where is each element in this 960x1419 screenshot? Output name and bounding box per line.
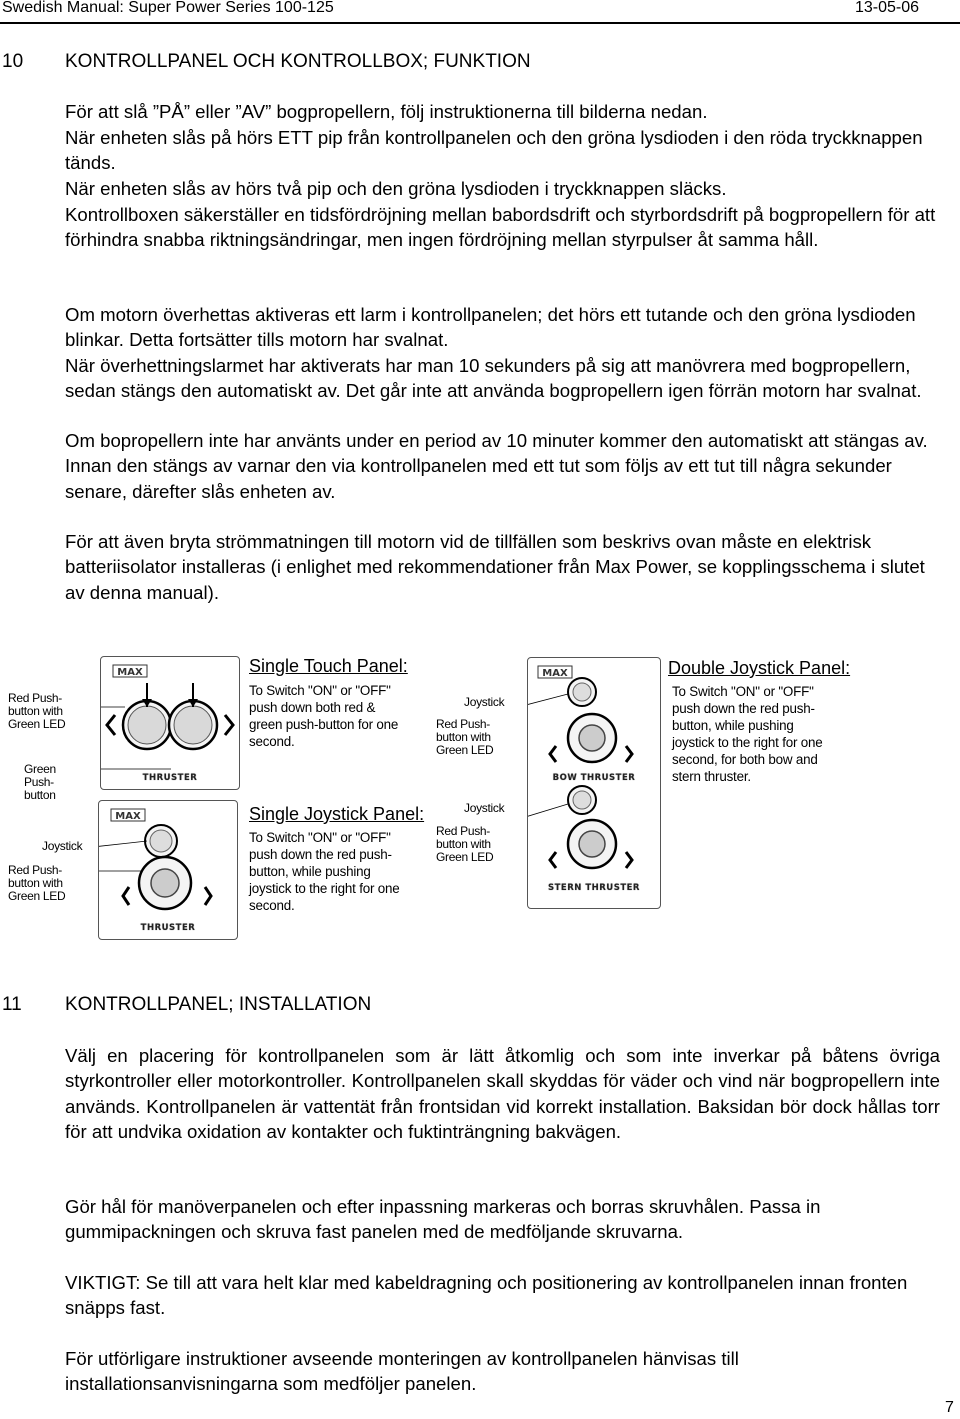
paragraph: VIKTIGT: Se till att vara helt klar med kabeldragning och positionering av kontrollpanelen innan fronten snäpps fast. (65, 1272, 908, 1319)
chevron-left-icon (107, 715, 115, 735)
chevron-right-icon (205, 887, 211, 905)
label-red-push-button: Red Push-button with Green LED (8, 691, 66, 731)
panel-label-stern: STERN THRUSTER (548, 883, 640, 893)
single-touch-panel (100, 656, 240, 790)
paragraph: Om bopropellern inte har använts under en period av 10 minuter kommer den automatiskt att stängas av. Innan den stängs av varnar den via kontrollpanelen med ett tut som följs av ett tut till några sekunder senare, därefter slås enheten av. (65, 430, 928, 502)
double-joystick-title: Double Joystick Panel: (668, 658, 851, 678)
single-joystick-title: Single Joystick Panel: (249, 804, 425, 824)
max-logo (538, 666, 572, 679)
svg-text:MAX: MAX (115, 811, 141, 822)
panel-label: THRUSTER (142, 773, 198, 783)
svg-text:MAX: MAX (542, 668, 568, 679)
max-logo-text: MAX (117, 667, 143, 678)
single-touch-panel-graphic (101, 657, 239, 789)
paragraph: Kontrollboxen säkerställer en tidsfördröjning mellan babordsdrift och styrbordsdrift på bogpropellern för att förhindra snabba riktningsändringar, men ingen fördröjning mellan styrpulser åt samma håll. (65, 204, 936, 251)
section-title: KONTROLLPANEL OCH KONTROLLBOX; FUNKTION (65, 51, 531, 72)
paragraph: För att slå ”PÅ” eller ”AV” bogpropellern, följ instruktionerna till bilderna nedan. (65, 101, 708, 122)
panel-label-bow: BOW THRUSTER (552, 773, 636, 783)
page-number: 7 (945, 1399, 954, 1416)
chevron-left-icon (550, 746, 556, 762)
paragraph: För utförligare instruktioner avseende monteringen av kontrollpanelen hänvisas till installationsanvisningarna som medföljer panelen. (65, 1348, 739, 1395)
max-logo (113, 665, 147, 678)
header-rule (0, 22, 960, 24)
paragraph: När överhettningslarmet har aktiverats har man 10 sekunders på sig att manövrera med bogpropellern, sedan stängs den automatiskt av. Det går inte att använda bogpropellern igen förrän motorn har svalnat. (65, 355, 922, 402)
chevron-right-icon (225, 715, 233, 735)
single-joystick-panel-graphic (99, 801, 237, 939)
label-red-push-button: Red Push-button with Green LED (8, 863, 66, 903)
paragraph: För att även bryta strömmatningen till motorn vid de tillfällen som beskrivs ovan måste en elektrisk batteriisolator installeras (i enlighet med rekommendationer från Max Power, se kopplingsschema i slutet av denna manual). (65, 531, 925, 603)
max-logo (111, 809, 145, 822)
paragraph: När enheten slås på hörs ETT pip från kontrollpanelen och den gröna lysdioden i den röda tryckknappen tänds. (65, 127, 923, 174)
paragraph: Gör hål för manöverpanelen och efter inpassning markeras och borras skruvhålen. Passa in gummipackningen och skruva fast panelen med de medföljande skruvarna. (65, 1196, 821, 1243)
chevron-right-icon (626, 852, 632, 868)
chevron-right-icon (626, 746, 632, 762)
section-number: 11 (2, 994, 22, 1015)
paragraph: Välj en placering för kontrollpanelen som är lätt åtkomlig och som inte inverkar på båtens övriga styrkontroller eller motorkontroller. Kontrollpanelen skall skyddas för väder och vind när bogpropellern inte används. Kontrollpanelen är vattentät från frontsidan vid korrekt installation. Baksidan bör dock hållas torr för att undvika oxidation av kontakter och fuktinträngning bakvägen. (65, 1045, 940, 1142)
label-joystick: Joystick (464, 801, 505, 815)
panel-label: THRUSTER (140, 923, 196, 933)
single-touch-description: To Switch "ON" or "OFF" push down both red & green push-button for one second. (249, 683, 399, 749)
double-joystick-description: To Switch "ON" or "OFF" push down the red push-button, while pushing joystick to the right for one second, for both bow and stern thruster. (672, 684, 823, 784)
label-red-push-button: Red Push-button with Green LED (436, 717, 494, 757)
paragraph: Om motorn överhettas aktiveras ett larm i kontrollpanelen; det hörs ett tutande och den gröna lysdioden blinkar. Detta fortsätter tills motorn har svalnat. (65, 304, 916, 351)
label-green-push-button: Green Push-button (24, 762, 56, 802)
chevron-left-icon (550, 852, 556, 868)
label-red-push-button: Red Push-button with Green LED (436, 824, 494, 864)
running-header-title: Swedish Manual: Super Power Series 100-125 (2, 0, 334, 16)
section-number: 10 (2, 51, 24, 72)
double-joystick-panel (527, 657, 661, 909)
single-joystick-description: To Switch "ON" or "OFF" push down the red push-button, while pushing joystick to the right for one second. (249, 830, 400, 913)
label-joystick: Joystick (42, 839, 83, 853)
running-header-date: 13-05-06 (855, 0, 920, 16)
label-joystick: Joystick (464, 695, 505, 709)
single-joystick-panel (98, 800, 238, 940)
single-touch-title: Single Touch Panel: (249, 656, 408, 676)
section-title: KONTROLLPANEL; INSTALLATION (65, 994, 372, 1015)
paragraph: När enheten slås av hörs två pip och den gröna lysdioden i tryckknappen släcks. (65, 178, 727, 199)
chevron-left-icon (123, 887, 129, 905)
double-joystick-panel-graphic (528, 658, 660, 908)
